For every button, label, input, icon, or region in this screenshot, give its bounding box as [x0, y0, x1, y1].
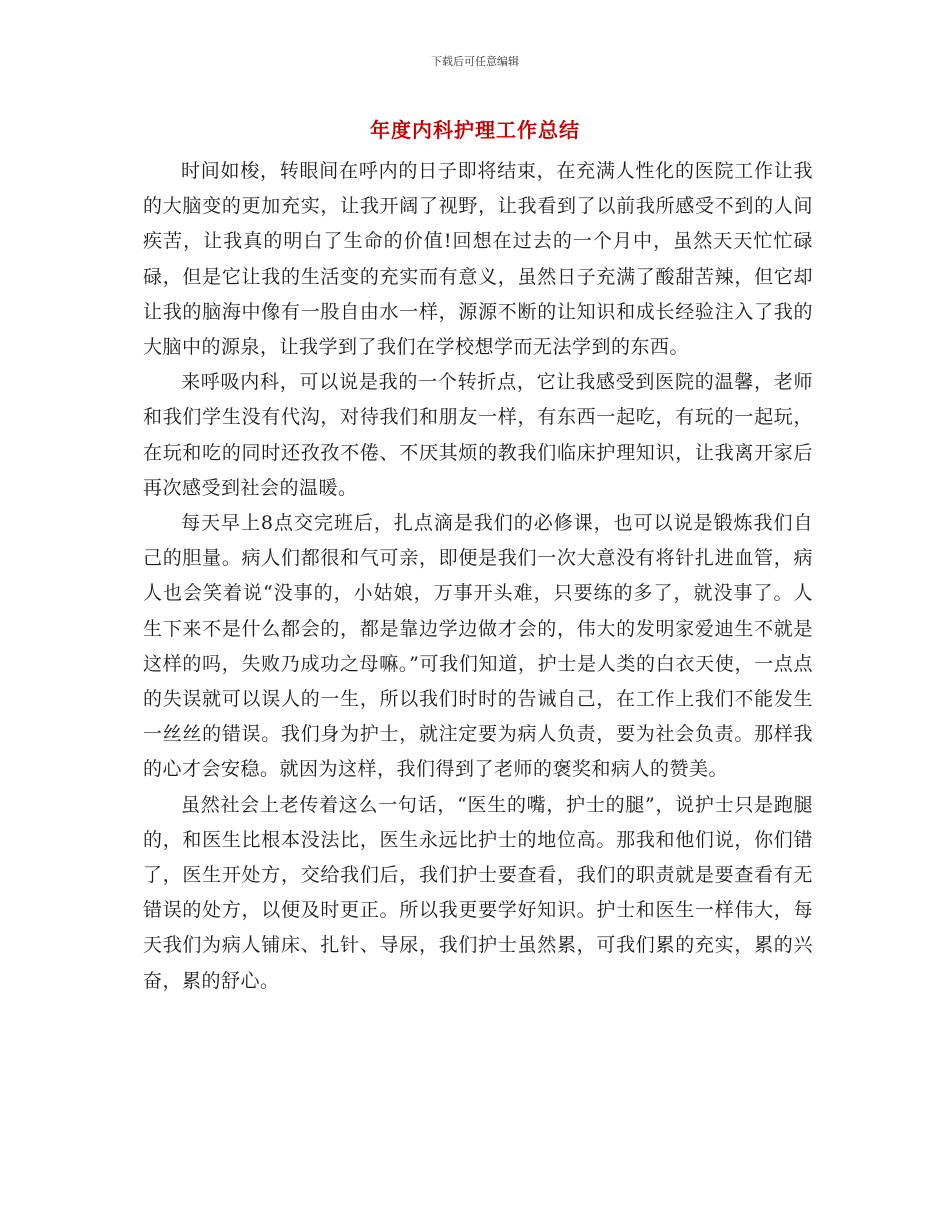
paragraph-4: 虽然社会上老传着这么一句话，“医生的嘴，护士的腿”，说护士只是跑腿的，和医生比根本没法比，医生永远比护士的地位高。那我和他们说，你们错了，医生开处方，交给我们后，我们护士要查看，我们的职责就是要查看有无错误的处方，以便及时更正。所以我更要学好知识。护士和医生一样伟大，每天我们为病人铺床、扎针、导尿，我们护士虽然累，可我们累的充实，累的兴奋，累的舒心。	[143, 793, 813, 992]
paragraph-3: 每天早上8点交完班后，扎点滴是我们的必修课，也可以说是锻炼我们自己的胆量。病人们都很和气可亲，即便是我们一次大意没有将针扎进血管，病人也会笑着说“没事的，小姑娘，万事开头难，只要练的多了，就没事了。人生下来不是什么都会的，都是靠边学边做才会的，伟大的发明家爱迪生不就是这样的吗，失败乃成功之母嘛。”可我们知道，护士是人类的白衣天使，一点点的失误就可以误人的一生，所以我们时时的告诫自己，在工作上我们不能发生一丝丝的错误。我们身为护士，就注定要为病人负责，要为社会负责。那样我的心才会安稳。就因为这样，我们得到了老师的褒奖和病人的赞美。	[143, 512, 813, 781]
header-note: 下载后可任意编辑	[431, 55, 519, 68]
paragraph-1: 时间如梭，转眼间在呼内的日子即将结束，在充满人性化的医院工作让我的大脑变的更加充实，让我开阔了视野，让我看到了以前我所感受不到的人间疾苦，让我真的明白了生命的价值!回想在过去的一个月中，虽然天天忙忙碌碌，但是它让我的生活变的充实而有意义，虽然日子充满了酸甜苦辣，但它却让我的脑海中像有一股自由水一样，源源不断的让知识和成长经验注入了我的大脑中的源泉，让我学到了我们在学校想学而无法学到的东西。	[143, 160, 813, 359]
page-title: 年度内科护理工作总结	[370, 118, 580, 142]
paragraph-2: 来呼吸内科，可以说是我的一个转折点，它让我感受到医院的温馨，老师和我们学生没有代沟，对待我们和朋友一样，有东西一起吃，有玩的一起玩，在玩和吃的同时还孜孜不倦、不厌其烦的教我们临床护理知识，让我离开家后再次感受到社会的温暖。	[143, 371, 813, 499]
document-body	[143, 154, 813, 999]
